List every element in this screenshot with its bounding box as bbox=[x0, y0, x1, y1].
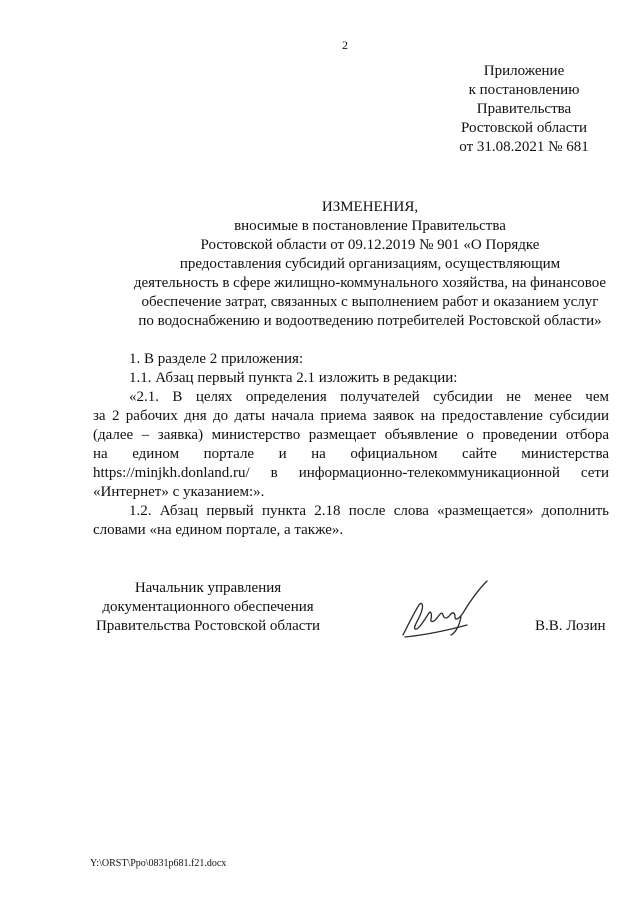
position-line: документационного обеспечения bbox=[102, 599, 314, 615]
file-path: Y:\ORST\Ppo\0831p681.f21.docx bbox=[90, 858, 227, 869]
quote-line: за 2 рабочих дня до даты начала приема заявок на предоставление субсидии bbox=[93, 408, 609, 424]
appendix-line: к постановлению bbox=[468, 82, 580, 98]
title-line: Ростовской области от 09.12.2019 № 901 «О Порядке bbox=[200, 237, 540, 253]
paragraph-1-2-cont: словами «на едином портале, а также». bbox=[93, 522, 344, 538]
document-title bbox=[130, 198, 610, 331]
appendix-line: Приложение bbox=[483, 63, 565, 79]
appendix-line: Ростовской области bbox=[461, 120, 587, 136]
paragraph-1: 1. В разделе 2 приложения: bbox=[129, 351, 304, 367]
title-line: вносимые в постановление Правительства bbox=[234, 218, 506, 234]
signatory-name: В.В. Лозин bbox=[535, 618, 606, 634]
title-line: деятельность в сфере жилищно-коммунального хозяйства, на финансовое bbox=[133, 275, 607, 291]
position-line: Начальник управления bbox=[134, 580, 282, 596]
handwritten-signature bbox=[395, 575, 505, 645]
quote-line: «Интернет» с указанием:». bbox=[93, 484, 265, 500]
title-line: по водоснабжению и водоотведению потребителей Ростовской области» bbox=[138, 313, 602, 329]
quote-line: (далее – заявка) министерство размещает объявление о проведении отбора bbox=[93, 427, 609, 443]
appendix-line: Правительства bbox=[476, 101, 572, 117]
title-line: предоставления субсидий организациям, осуществляющим bbox=[179, 256, 561, 272]
paragraph-1-1: 1.1. Абзац первый пункта 2.1 изложить в редакции: bbox=[129, 370, 458, 386]
title-line: обеспечение затрат, связанных с выполнением работ и оказанием услуг bbox=[141, 294, 599, 310]
title-heading: ИЗМЕНЕНИЯ, bbox=[321, 199, 419, 215]
appendix-header bbox=[440, 62, 608, 157]
page-number: 2 bbox=[342, 38, 348, 52]
quote-line: «2.1. В целях определения получателей субсидии не менее чем bbox=[129, 389, 609, 405]
position-line: Правительства Ростовской области bbox=[95, 618, 321, 634]
paragraph-1-2: 1.2. Абзац первый пункта 2.18 после слова «размещается» дополнить bbox=[129, 503, 609, 519]
signatory-position bbox=[90, 579, 326, 636]
quote-line: https://minjkh.donland.ru/ в информационно-телекоммуникационной сети bbox=[93, 465, 609, 481]
quote-line: на едином портале и на официальном сайте министерства bbox=[93, 446, 609, 462]
appendix-line: от 31.08.2021 № 681 bbox=[459, 139, 589, 155]
